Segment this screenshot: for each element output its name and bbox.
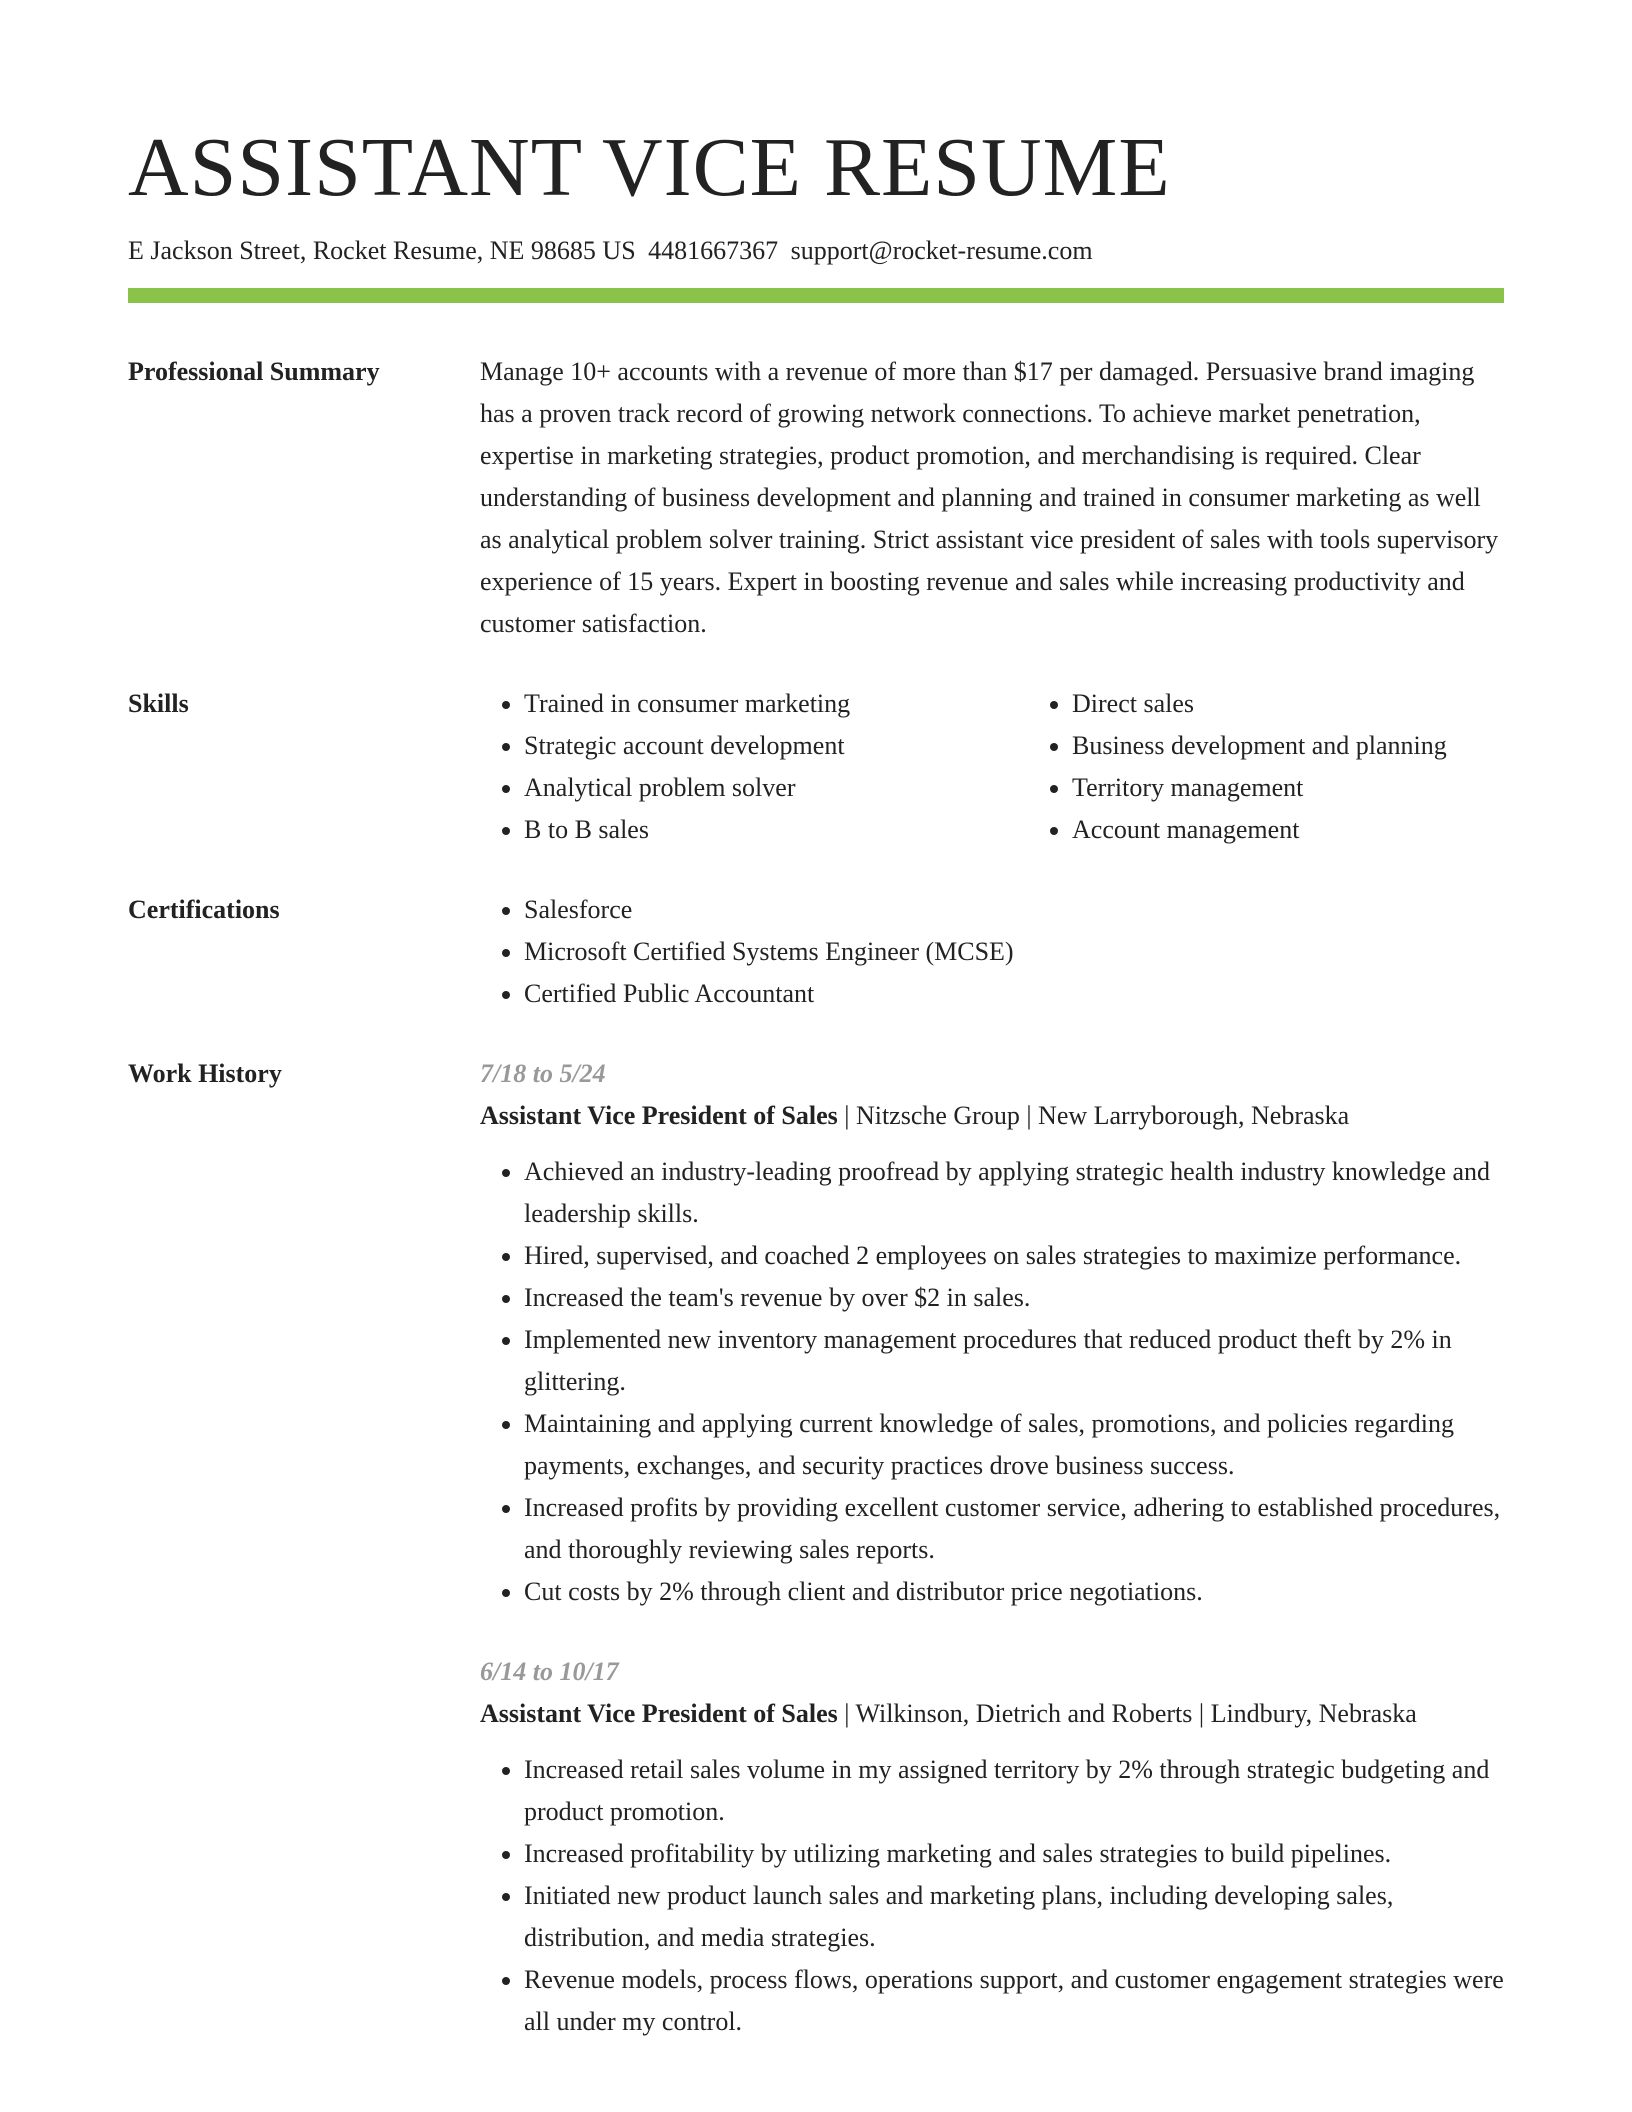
- skill-item: • Direct sales: [1072, 683, 1576, 725]
- job-dates: 6/14 to 10/17: [480, 1657, 619, 1686]
- skills-grid: [480, 683, 1504, 851]
- skill-item: • Territory management: [1072, 767, 1576, 809]
- skill-item: • Strategic account development: [524, 725, 1028, 767]
- certification-item: • Certified Public Accountant: [524, 973, 1504, 1015]
- section-label-work-history: Work History: [128, 1059, 282, 1088]
- skill-item: • Account management: [1072, 809, 1576, 851]
- job-bullets: [480, 1151, 1504, 1613]
- section-label-summary: Professional Summary: [128, 357, 380, 386]
- job-bullet: • Increased the team's revenue by over $2 in sales.: [524, 1277, 1504, 1319]
- header-divider: [128, 288, 1504, 303]
- skill-item: • Business development and planning: [1072, 725, 1576, 767]
- job-bullet: • Implemented new inventory management procedures that reduced product theft by 2% in glittering.: [524, 1319, 1504, 1403]
- contact-line: [128, 234, 1504, 268]
- skills-column-1: [480, 683, 1028, 851]
- summary-section: [128, 351, 1504, 645]
- job-bullet: • Cut costs by 2% through client and distributor price negotiations.: [524, 1571, 1504, 1613]
- contact-email: support@rocket-resume.com: [790, 236, 1093, 265]
- job-bullet: • Achieved an industry-leading proofread by applying strategic health industry knowledge and leadership skills.: [524, 1151, 1504, 1235]
- summary-text: Manage 10+ accounts with a revenue of more than $17 per damaged. Persuasive brand imaging has a proven track record of growing network connections. To achieve market penetration, expertise in marketing strategies, product promotion, and merchandising is required. Clear understanding of business development and planning and trained in consumer marketing as well as analytical problem solver training. Strict assistant vice president of sales with tools supervisory experience of 15 years. Expert in boosting revenue and sales while increasing productivity and customer satisfaction.: [480, 357, 1499, 638]
- certifications-section: [128, 889, 1504, 1015]
- skill-item: • B to B sales: [524, 809, 1028, 851]
- job-details: | Wilkinson, Dietrich and Roberts | Lindbury, Nebraska: [837, 1699, 1417, 1728]
- job-bullets: [480, 1749, 1504, 2043]
- job-heading: [480, 1095, 1504, 1137]
- summary-body: [480, 351, 1504, 645]
- job-bullet: • Increased profits by providing excellent customer service, adhering to established procedures, and thoroughly reviewing sales reports.: [524, 1487, 1504, 1571]
- work-history-body: [480, 1053, 1504, 2081]
- job-bullet: • Maintaining and applying current knowledge of sales, promotions, and policies regarding payments, exchanges, and security practices drove business success.: [524, 1403, 1504, 1487]
- job-heading: [480, 1693, 1504, 1735]
- job-entry: [480, 1651, 1504, 2043]
- job-dates: 7/18 to 5/24: [480, 1059, 606, 1088]
- job-title: Assistant Vice President of Sales: [480, 1101, 838, 1130]
- skill-item: • Trained in consumer marketing: [524, 683, 1028, 725]
- job-bullet: • Hired, supervised, and coached 2 employees on sales strategies to maximize performance.: [524, 1235, 1504, 1277]
- job-bullet: • Increased profitability by utilizing marketing and sales strategies to build pipelines.: [524, 1833, 1504, 1875]
- job-bullet: • Revenue models, process flows, operations support, and customer engagement strategies were all under my control.: [524, 1959, 1504, 2043]
- skills-column-2: [1028, 683, 1576, 851]
- job-entry: [480, 1053, 1504, 1613]
- job-details: | Nitzsche Group | New Larryborough, Nebraska: [837, 1101, 1350, 1130]
- section-label-skills: Skills: [128, 689, 189, 718]
- job-title: Assistant Vice President of Sales: [480, 1699, 838, 1728]
- skills-body: [480, 683, 1504, 851]
- certifications-list: [480, 889, 1504, 1015]
- work-history-section: [128, 1053, 1504, 2081]
- job-bullet: • Increased retail sales volume in my assigned territory by 2% through strategic budgeting and product promotion.: [524, 1749, 1504, 1833]
- skill-item: • Analytical problem solver: [524, 767, 1028, 809]
- contact-phone: 4481667367: [648, 236, 779, 265]
- skills-section: [128, 683, 1504, 851]
- contact-address: E Jackson Street, Rocket Resume, NE 98685 US: [128, 236, 636, 265]
- certification-item: • Microsoft Certified Systems Engineer (MCSE): [524, 931, 1504, 973]
- job-bullet: • Initiated new product launch sales and marketing plans, including developing sales, distribution, and media strategies.: [524, 1875, 1504, 1959]
- section-label-certifications: Certifications: [128, 895, 280, 924]
- resume-title: ASSISTANT VICE RESUME: [128, 121, 1171, 214]
- certifications-body: [480, 889, 1504, 1015]
- certification-item: • Salesforce: [524, 889, 1504, 931]
